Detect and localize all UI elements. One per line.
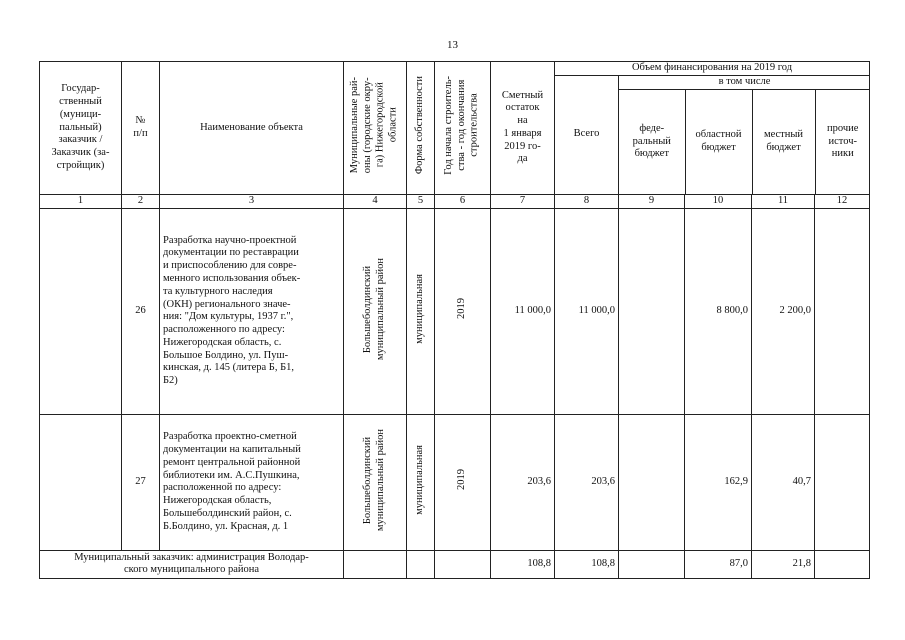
column-number: 7	[491, 194, 555, 208]
row-district-text: Большеболдинский муниципальный район	[362, 428, 386, 531]
row-number: 27	[122, 414, 160, 550]
row-customer	[40, 208, 122, 414]
column-number: 10	[685, 194, 752, 208]
column-number-row	[40, 194, 870, 208]
row-total: 203,6	[555, 414, 619, 550]
row-ownership-text: муниципальная	[414, 444, 426, 515]
summary-balance: 108,8	[491, 550, 555, 578]
summary-row	[40, 550, 870, 578]
header-district-text: Муниципальные рай- оны (городские окру- га) Нижегородской области	[349, 77, 399, 174]
column-number: 8	[555, 194, 619, 208]
table-row	[40, 208, 870, 414]
row-number: 26	[122, 208, 160, 414]
header-including: в том числе	[619, 76, 870, 90]
header-number: № п/п	[122, 62, 160, 195]
row-federal	[619, 414, 685, 550]
page-number: 13	[447, 39, 458, 51]
financing-table	[39, 61, 870, 579]
header-district	[344, 62, 407, 195]
row-balance: 11 000,0	[491, 208, 555, 414]
header-customer: Государ- ственный (муници- пальный) заказчик / Заказчик (за- стройщик)	[40, 62, 122, 195]
row-regional: 8 800,0	[685, 208, 752, 414]
column-number: 5	[407, 194, 435, 208]
row-district	[344, 414, 407, 550]
row-years-text: 2019	[456, 298, 468, 320]
row-ownership	[407, 414, 435, 550]
row-object-name: Разработка проектно-сметной документации на капитальный ремонт центральной районной библиотеки им. А.С.Пушкина, расположенной по адресу: Нижегородская область, Большеболдинский район, с. Б.Болдино, ул. Красная, д. 1	[160, 414, 344, 550]
header-years	[435, 62, 491, 195]
summary-local: 21,8	[752, 550, 815, 578]
header-total: Всего	[555, 75, 619, 194]
column-number: 9	[619, 194, 685, 208]
row-ownership-text: муниципальная	[414, 273, 426, 344]
row-years	[435, 208, 491, 414]
row-years-text: 2019	[456, 469, 468, 491]
header-object-name: Наименование объекта	[160, 62, 344, 195]
header-years-text: Год начала строитель- ства - год окончания строительства	[443, 76, 480, 175]
table-row	[40, 414, 870, 550]
row-local: 40,7	[752, 414, 815, 550]
header-funding: Объем финансирования на 2019 год	[555, 62, 870, 76]
column-number: 6	[435, 194, 491, 208]
header-other: прочие источ- ники	[827, 122, 859, 160]
row-total: 11 000,0	[555, 208, 619, 414]
header-federal: феде- ральный бюджет	[619, 90, 685, 194]
column-number: 12	[815, 194, 870, 208]
row-district	[344, 208, 407, 414]
summary-federal	[619, 550, 685, 578]
summary-other	[815, 550, 870, 578]
row-other	[815, 414, 870, 550]
header-including-block	[619, 75, 870, 194]
summary-regional: 87,0	[685, 550, 752, 578]
header-regional: областной бюджет	[685, 90, 752, 194]
summary-district	[344, 550, 407, 578]
column-number: 1	[40, 194, 122, 208]
summary-label: Муниципальный заказчик: администрация Володар- ского муниципального района	[40, 550, 344, 578]
header-ownership	[407, 62, 435, 195]
header-ownership-text: Форма собственности	[414, 76, 426, 175]
row-customer	[40, 414, 122, 550]
row-local: 2 200,0	[752, 208, 815, 414]
column-number: 2	[122, 194, 160, 208]
header-balance: Сметный остаток на 1 января 2019 го- да	[491, 62, 555, 195]
row-years	[435, 414, 491, 550]
row-regional: 162,9	[685, 414, 752, 550]
summary-ownership	[407, 550, 435, 578]
summary-total: 108,8	[555, 550, 619, 578]
row-object-name: Разработка научно-проектной документации по реставрации и приспособлению для совре- менного использования объек- та культурного наследия (ОКН) регионального значе- ния: "Дом культуры, 1937 г.", расположенного по адресу: Нижегородская область, с. Большое Болдино, ул. Пуш- кинская, д. 145 (литера Б, Б1, Б2)	[160, 208, 344, 414]
summary-years	[435, 550, 491, 578]
row-other	[815, 208, 870, 414]
column-number: 4	[344, 194, 407, 208]
column-number: 11	[752, 194, 815, 208]
row-balance: 203,6	[491, 414, 555, 550]
row-district-text: Большеболдинский муниципальный район	[362, 257, 386, 360]
row-federal	[619, 208, 685, 414]
column-number: 3	[160, 194, 344, 208]
row-ownership	[407, 208, 435, 414]
header-local: местный бюджет	[752, 90, 815, 194]
